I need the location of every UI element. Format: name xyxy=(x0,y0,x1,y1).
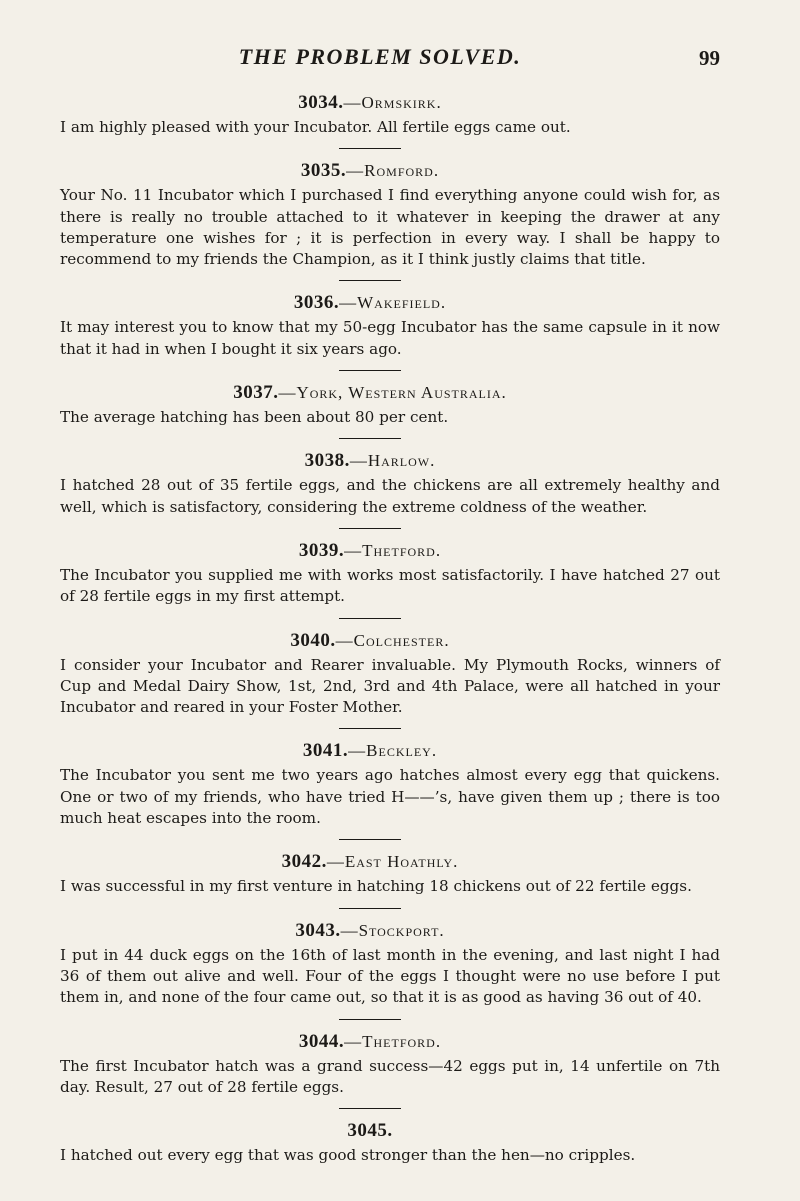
entry-heading xyxy=(60,630,720,652)
entry-place: —York, Western Australia. xyxy=(278,383,507,403)
entry-heading xyxy=(60,382,720,404)
entry-number: 3043. xyxy=(295,919,341,941)
entry-number: 3036. xyxy=(293,292,340,314)
testimonial-entry xyxy=(60,740,720,829)
entry-text: I consider your Incubator and Rearer invaluable. My Plymouth Rocks, winners of Cup and Medal Dairy Show, 1st, 2nd, 3rd and 4th Palace, were all hatched in your Incubator and reared in your Foster Mother. xyxy=(60,655,720,717)
entry-heading xyxy=(60,851,720,873)
testimonial-entry xyxy=(60,1031,720,1099)
testimonial-entry xyxy=(60,920,720,1009)
page-number: 99 xyxy=(699,46,720,70)
entry-text: I hatched out every egg that was good stronger than the hen—no cripples. xyxy=(60,1146,636,1165)
entry-number: 3038. xyxy=(304,450,350,472)
divider xyxy=(339,908,401,909)
entry-heading xyxy=(60,160,720,182)
entry-place: —Harlow. xyxy=(349,451,436,471)
entry-place: —Thetford. xyxy=(344,540,442,560)
running-head xyxy=(0,44,800,74)
entry-text: The first Incubator hatch was a grand success—42 eggs put in, 14 unfertile on 7th day. Result, 27 out of 28 fertile eggs. xyxy=(60,1056,720,1096)
entry-heading xyxy=(60,920,720,942)
entry-text: I was successful in my first venture in hatching 18 chickens out of 22 fertile eggs. xyxy=(60,877,692,896)
entry-number: 3034. xyxy=(298,92,344,113)
entry-text: I put in 44 duck eggs on the 16th of last month in the evening, and last night I had 36 of them out alive and well. Four of the eggs I thought were no use before I put them in, and none of the four came out, so that it is as good as having 36 out of 40. xyxy=(60,945,720,1007)
entry-place: —East Hoathly. xyxy=(326,852,459,872)
testimonial-entry xyxy=(60,382,720,428)
testimonial-entry xyxy=(60,630,720,719)
testimonial-list xyxy=(60,92,720,1166)
entry-text: The average hatching has been about 80 per cent. xyxy=(60,408,449,427)
entry-text: I hatched 28 out of 35 fertile eggs, and the chickens are all extremely healthy and well, which is satisfactory, considering the extreme coldness of the weather. xyxy=(60,476,720,516)
testimonial-entry xyxy=(60,92,720,138)
entry-number: 3041. xyxy=(302,740,349,762)
entry-place: —Thetford. xyxy=(344,1031,442,1051)
entry-text: It may interest you to know that my 50-egg Incubator has the same capsule in it now that it had in when I bought it six years ago. xyxy=(60,318,720,358)
testimonial-entry xyxy=(60,851,720,897)
entry-number: 3042. xyxy=(281,851,327,873)
testimonial-entry xyxy=(60,160,720,270)
entry-number: 3039. xyxy=(298,539,345,561)
entry-heading xyxy=(60,740,720,762)
entry-heading xyxy=(60,292,720,314)
entry-number: 3035. xyxy=(300,160,347,182)
entry-place: —Ormskirk. xyxy=(343,93,442,112)
divider xyxy=(339,618,401,619)
entry-place: —Wakefield. xyxy=(339,293,447,313)
entry-heading xyxy=(60,540,720,562)
divider xyxy=(339,528,401,529)
running-title: THE PROBLEM SOLVED. xyxy=(238,44,522,69)
entry-number: 3040. xyxy=(290,629,336,651)
entry-number: 3045. xyxy=(347,1120,393,1142)
entry-heading xyxy=(60,450,720,472)
testimonial-entry xyxy=(60,540,720,608)
divider xyxy=(339,438,401,439)
divider xyxy=(339,1019,401,1020)
entry-place: —Stockport. xyxy=(340,920,445,940)
entry-text: The Incubator you sent me two years ago hatches almost every egg that quickens. One or two of my friends, who have tried H——’s, have given them up ; there is too much heat escapes into the room. xyxy=(60,766,720,828)
entry-number: 3037. xyxy=(233,382,279,404)
entry-text: Your No. 11 Incubator which I purchased I find everything anyone could wish for, as there is really no trouble attached to it whatever in keeping the drawer at any temperature one wishes for ; it is perfection in every way. I shall be happy to recommend to my friends the Champion, as it I think justly claims that title. xyxy=(60,186,720,269)
entry-place: —Colchester. xyxy=(335,630,450,650)
testimonial-entry xyxy=(60,292,720,360)
entry-place: —Beckley. xyxy=(348,741,438,761)
entry-number: 3044. xyxy=(298,1030,345,1052)
divider xyxy=(339,1108,401,1109)
divider xyxy=(339,280,401,281)
testimonial-entry xyxy=(60,1120,720,1166)
testimonial-entry xyxy=(60,450,720,518)
entry-text: I am highly pleased with your Incubator. All fertile eggs came out. xyxy=(60,118,571,136)
divider xyxy=(339,839,401,840)
entry-heading xyxy=(60,1120,720,1142)
entry-text: The Incubator you supplied me with works most satisfactorily. I have hatched 27 out of 28 fertile eggs in my first attempt. xyxy=(60,565,720,606)
entry-place: —Romford. xyxy=(346,161,440,181)
divider xyxy=(339,728,401,729)
entry-heading xyxy=(60,92,720,114)
entry-heading xyxy=(60,1031,720,1053)
divider xyxy=(339,148,401,149)
divider xyxy=(339,370,401,371)
